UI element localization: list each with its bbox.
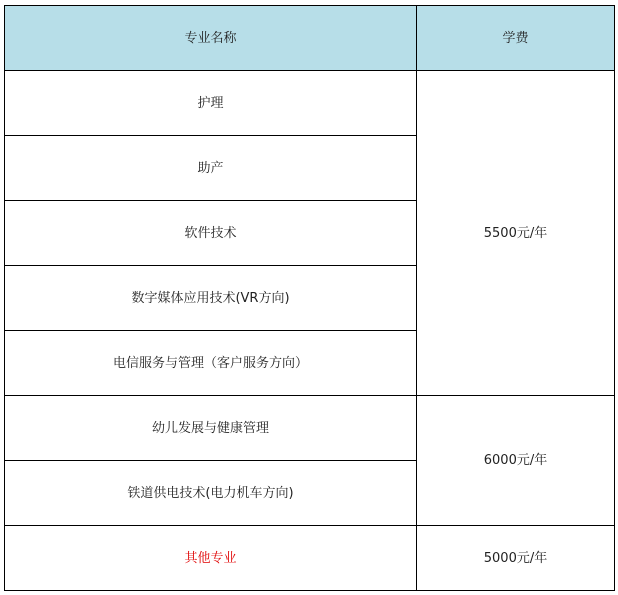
- header-row: [5, 6, 615, 71]
- fee-cell: 5500元/年: [417, 71, 615, 396]
- major-cell: 软件技术: [5, 201, 417, 266]
- major-cell: 助产: [5, 136, 417, 201]
- table-row: [5, 526, 615, 591]
- major-cell-highlight: 其他专业: [5, 526, 417, 591]
- table-row: [5, 71, 615, 136]
- major-cell: 幼儿发展与健康管理: [5, 396, 417, 461]
- major-cell: 数字媒体应用技术(VR方向): [5, 266, 417, 331]
- fee-cell: 6000元/年: [417, 396, 615, 526]
- major-cell: 铁道供电技术(电力机车方向): [5, 461, 417, 526]
- table-row: [5, 396, 615, 461]
- header-fee: 学费: [417, 6, 615, 71]
- tuition-table: [4, 5, 615, 591]
- header-major: 专业名称: [5, 6, 417, 71]
- major-cell: 电信服务与管理（客户服务方向）: [5, 331, 417, 396]
- major-cell: 护理: [5, 71, 417, 136]
- fee-cell: 5000元/年: [417, 526, 615, 591]
